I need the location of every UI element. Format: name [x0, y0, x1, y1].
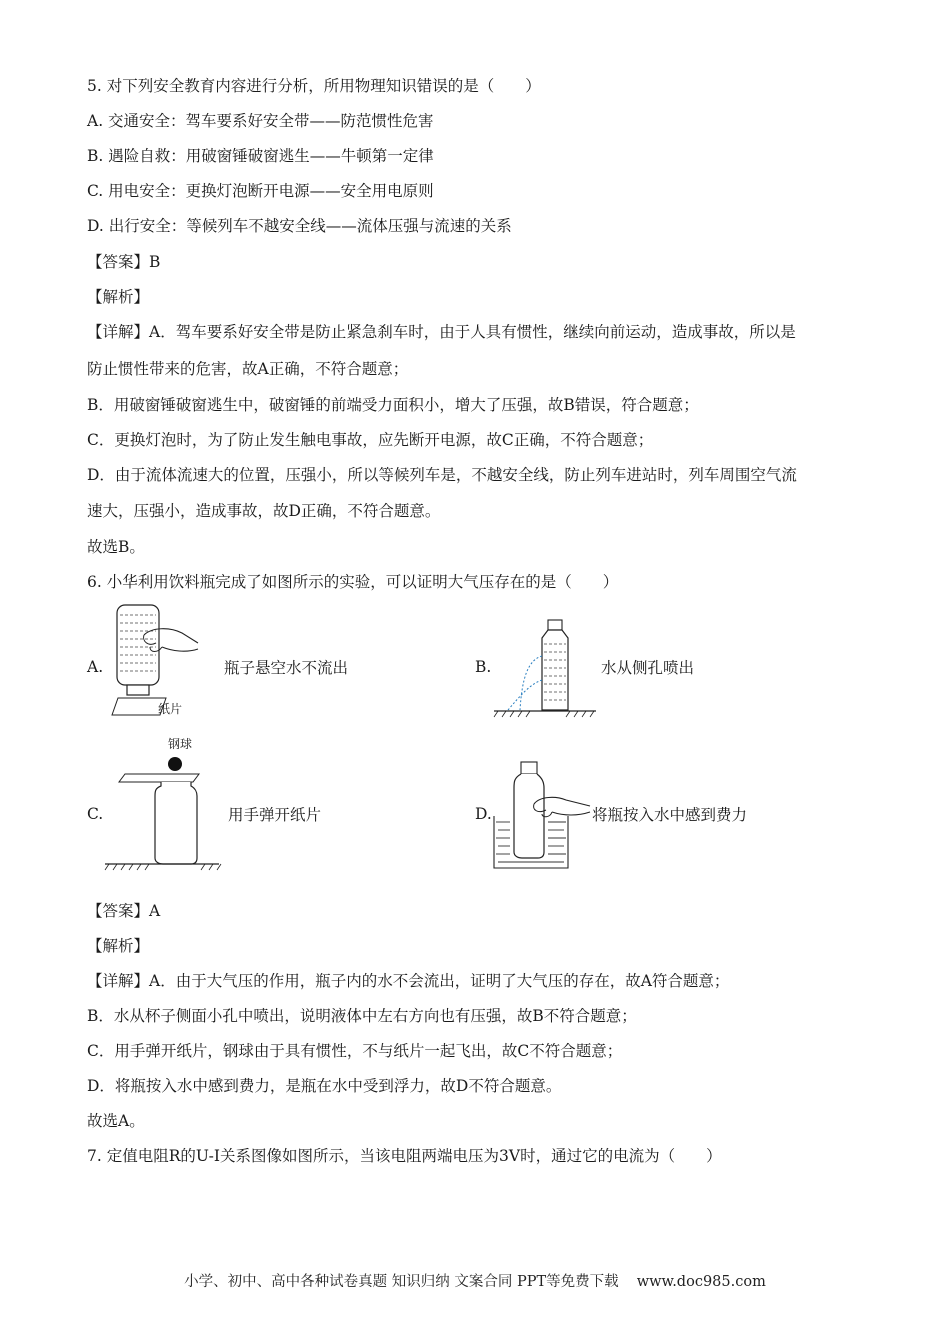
- q6-figure-d: [494, 760, 594, 870]
- q6-conclusion: 故选A。: [87, 1112, 145, 1130]
- q6-detail-line: 【详解】A．由于大气压的作用，瓶子内的水不会流出，证明了大气压的存在，故A符合题意；: [87, 972, 730, 990]
- q5-option-d: D. 出行安全：等候列车不越安全线——流体压强与流速的关系: [87, 217, 512, 235]
- q6-figure-b: [490, 618, 600, 718]
- q6-option-b-caption: 水从侧孔喷出: [601, 659, 695, 677]
- q6-option-a-label: A.: [87, 658, 104, 676]
- q6-option-b-label: B.: [475, 658, 492, 676]
- q6-figure-a: [100, 603, 210, 718]
- q5-detail-line: B．用破窗锤破窗逃生中，破窗锤的前端受力面积小，增大了压强，故B错误，符合题意；: [87, 396, 699, 414]
- q6-option-c-note: 钢球: [168, 737, 193, 751]
- q6-option-d-caption: 将瓶按入水中感到费力: [592, 806, 748, 824]
- q6-detail-line: C．用手弹开纸片，钢球由于具有惯性，不与纸片一起飞出，故C不符合题意；: [87, 1042, 623, 1060]
- page-footer: [0, 1270, 950, 1291]
- q6-option-c-caption: 用手弹开纸片: [228, 806, 322, 824]
- q6-option-c-label: C.: [87, 805, 104, 823]
- footer-url[interactable]: www.doc985.com: [636, 1274, 766, 1290]
- q6-analysis-label: 【解析】: [87, 937, 150, 955]
- q5-detail-line: C．更换灯泡时，为了防止发生触电事故，应先断开电源，故C正确，不符合题意；: [87, 431, 654, 449]
- q5-analysis-label: 【解析】: [87, 288, 150, 306]
- q6-detail-line: D．将瓶按入水中感到费力，是瓶在水中受到浮力，故D不符合题意。: [87, 1077, 562, 1095]
- q7-stem: 7. 定值电阻R的U-I关系图像如图所示，当该电阻两端电压为3V时，通过它的电流为（ ）: [87, 1147, 722, 1165]
- q6-stem: 6. 小华利用饮料瓶完成了如图所示的实验，可以证明大气压存在的是（ ）: [87, 573, 619, 591]
- q5-detail-line: 【详解】A．驾车要系好安全带是防止紧急刹车时，由于人具有惯性，继续向前运动，造成事故，所以是: [87, 323, 796, 341]
- q5-option-c: C. 用电安全：更换灯泡断开电源——安全用电原则: [87, 182, 434, 200]
- q5-detail-line: 速大，压强小，造成事故，故D正确，不符合题意。: [87, 502, 441, 520]
- q5-detail-line: 防止惯性带来的危害，故A正确，不符合题意；: [87, 360, 409, 378]
- q5-answer: 【答案】B: [87, 253, 161, 271]
- q5-detail-line: D．由于流体流速大的位置，压强小，所以等候列车是，不越安全线，防止列车进站时，列车周围空气流: [87, 466, 797, 484]
- q5-option-a: A. 交通安全：驾车要系好安全带——防范惯性危害: [87, 112, 434, 130]
- q6-option-a-note: 纸片: [158, 702, 183, 716]
- q6-answer: 【答案】A: [87, 902, 161, 920]
- q6-detail-line: B．水从杯子侧面小孔中喷出，说明液体中左右方向也有压强，故B不符合题意；: [87, 1007, 637, 1025]
- q5-option-b: B. 遇险自救：用破窗锤破窗逃生——牛顿第一定律: [87, 147, 434, 165]
- footer-text: 小学、初中、高中各种试卷真题 知识归纳 文案合同 PPT等免费下载: [184, 1274, 619, 1290]
- q6-option-d-label: D.: [475, 805, 492, 823]
- q5-conclusion: 故选B。: [87, 538, 145, 556]
- q6-figure-c: [103, 752, 223, 872]
- q5-stem: 5. 对下列安全教育内容进行分析，所用物理知识错误的是（ ）: [87, 77, 541, 95]
- q6-option-a-caption: 瓶子悬空水不流出: [224, 659, 349, 677]
